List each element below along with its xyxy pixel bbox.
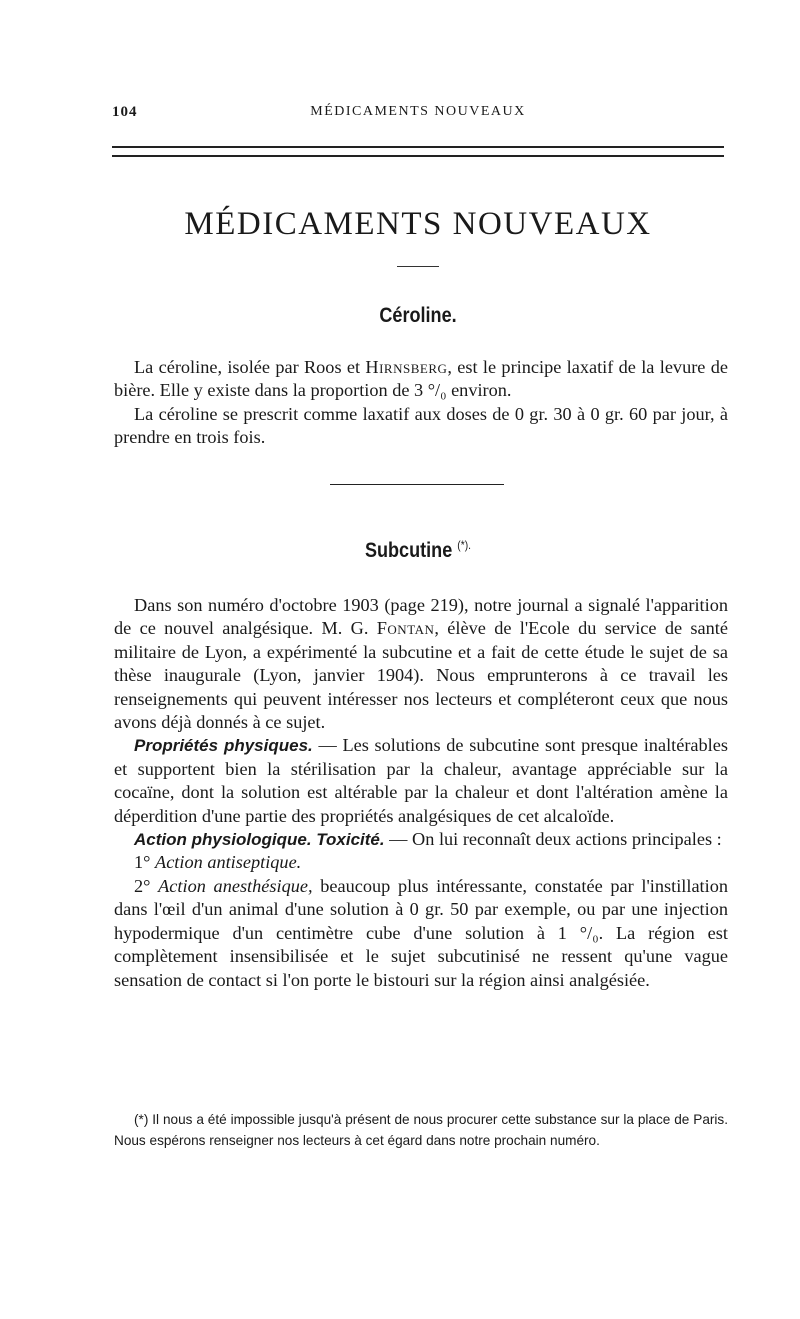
- section-divider: [330, 484, 504, 485]
- paragraph: [114, 828, 728, 851]
- section-title-subcutine: [155, 538, 681, 563]
- section-title-ceroline: Céroline.: [379, 304, 457, 327]
- section-body-subcutine: [114, 594, 728, 992]
- text-run: — On lui reconnaît deux actions principales :: [384, 829, 722, 850]
- list-item: [114, 875, 728, 992]
- running-title: MÉDICAMENTS NOUVEAUX: [310, 104, 526, 119]
- footnote-text: [114, 1110, 728, 1151]
- paragraph: [114, 734, 728, 828]
- author-name: Hirnsberg: [365, 357, 448, 377]
- text-run: — Les solutions de subcutine sont presque inaltérables et supportent bien la stérilisation par la chaleur, avantage appréciable sur la cocaïne, dont la solution est altérable par la chaleur et dont l'altération amène la déperdition d'une partie des propriétés analgésiques de cet alcaloïde.: [114, 735, 728, 826]
- text-run: Il nous a été impossible jusqu'à présent de nous procurer cette substance sur la place de Paris. Nous espérons renseigner nos lecteurs à cet égard dans notre prochain numéro.: [114, 1112, 728, 1148]
- running-head: [112, 104, 724, 128]
- header-double-rule: [112, 146, 724, 157]
- paragraph: La céroline se prescrit comme laxatif aux doses de 0 gr. 30 à 0 gr. 60 par jour, à prendre en trois fois.: [114, 403, 728, 448]
- item-number: 2°: [134, 875, 151, 896]
- text-run: beaucoup plus intéressante, constatée par l'instillation dans l'œil d'un animal d'une solution à 0 gr. 50 par exemple, ou par une injection hypodermique d'un centimètre cube d'une solution à 1 °/₀. La région est complètement insensibilisée et le sujet subcutinisé ne ressent qu'une vague sensation de contact si l'on porte le bistouri sur la région ainsi analgésiée.: [114, 875, 728, 990]
- item-heading: Action antiseptique.: [155, 852, 302, 873]
- footnote-ref: (*).: [457, 538, 472, 552]
- section-body-ceroline: [114, 356, 728, 450]
- footnote-mark: (*): [134, 1112, 149, 1127]
- item-number: 1°: [134, 852, 151, 873]
- paragraph: [114, 356, 728, 403]
- item-heading: Action anesthésique,: [158, 875, 313, 896]
- page-number: 104: [112, 104, 138, 120]
- section-title-text: Subcutine: [364, 539, 453, 562]
- author-name: Fontan: [376, 618, 435, 639]
- title-short-rule: [397, 266, 439, 267]
- run-in-heading: Action physiologique. Toxicité.: [134, 830, 385, 850]
- paragraph: [114, 594, 728, 734]
- text-run: , est le principe laxatif de la levure de bière. Elle y existe dans la proportion de 3 °/₀ environ.: [114, 357, 728, 401]
- text-run: , élève de l'Ecole du service de santé militaire de Lyon, a expérimenté la subcutine et a fait de cette étude le sujet de sa thèse inaugurale (Lyon, janvier 1904). Nous emprunterons à ce travail les renseignements qui peuvent intéresser nos lecteurs et compléteront ceux que nous avons déjà donnés à ce sujet.: [114, 618, 728, 733]
- footnote: [114, 1110, 728, 1151]
- run-in-heading: Propriétés physiques.: [134, 736, 313, 756]
- page-title: MÉDICAMENTS NOUVEAUX: [184, 206, 652, 242]
- list-item: [114, 851, 728, 874]
- text-run: Dans son numéro d'octobre 1903 (page 219), notre journal a signalé l'apparition de ce nouvel analgésique. M. G.: [114, 595, 728, 639]
- text-run: La céroline, isolée par Roos et: [134, 357, 366, 377]
